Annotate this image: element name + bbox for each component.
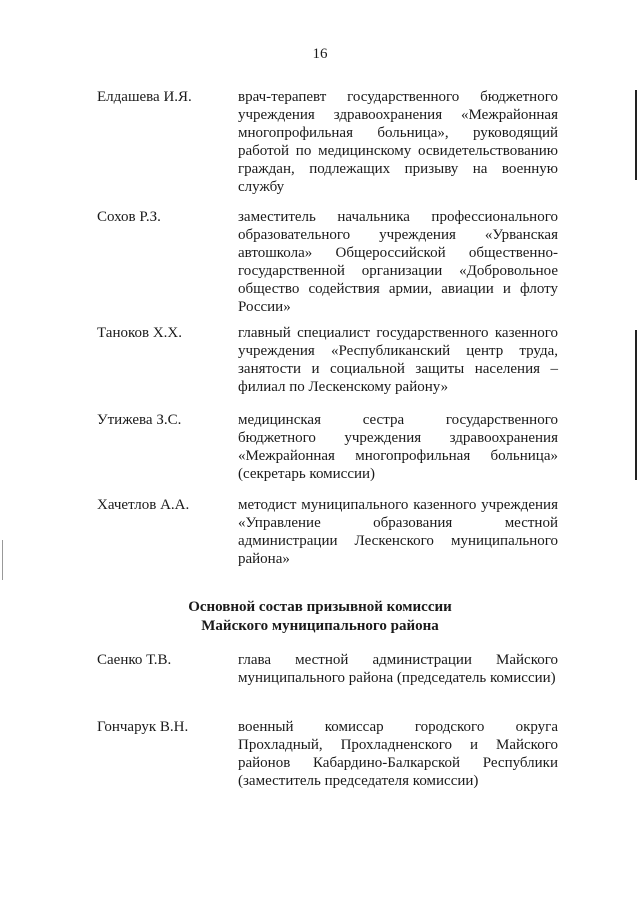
member-name: Сохов Р.З.: [97, 209, 161, 225]
member-name: Елдашева И.Я.: [97, 89, 192, 105]
scan-edge-mark: [2, 540, 3, 580]
member-role: методист муниципального казенного учреждения «Управление образования местной администрации Лескенского муниципального района»: [238, 497, 558, 567]
member-name: Хачетлов А.А.: [97, 497, 190, 513]
member-role: медицинская сестра государственного бюджетного учреждения здравоохранения «Межрайонная многопрофильная больница» (секретарь комиссии): [238, 412, 558, 482]
member-role: заместитель начальника профессионального образовательного учреждения «Урванская автошкола» Общероссийской общественно-государственной организации «Добровольное общество содействия армии, авиации и флоту России»: [238, 209, 558, 315]
member-name: Саенко Т.В.: [97, 652, 172, 668]
member-role: врач-терапевт государственного бюджетного учреждения здравоохранения «Межрайонная многопрофильная больница», руководящий работой по медицинскому освидетельствованию граждан, подлежащих призыву на военную службу: [238, 89, 558, 195]
member-name: Утижева З.С.: [97, 412, 182, 428]
member-role: глава местной администрации Майского муниципального района (председатель комиссии): [238, 652, 558, 686]
member-name: Гончарук В.Н.: [97, 719, 189, 735]
member-name: Таноков Х.Х.: [97, 325, 182, 341]
scan-edge-mark: [635, 90, 637, 180]
member-role: военный комиссар городского округа Прохладный, Прохладненского и Майского районов Кабардино-Балкарской Республики (заместитель председателя комиссии): [238, 719, 558, 789]
scan-edge-mark: [635, 330, 637, 480]
section-heading-line: Майского муниципального района: [201, 618, 439, 634]
section-heading-line: Основной состав призывной комиссии: [188, 599, 452, 615]
member-role: главный специалист государственного казенного учреждения «Республиканский центр труда, занятости и социальной защиты населения – филиал по Лескенскому району»: [238, 325, 558, 395]
page-number: 16: [312, 46, 328, 62]
section-heading: [0, 598, 640, 636]
